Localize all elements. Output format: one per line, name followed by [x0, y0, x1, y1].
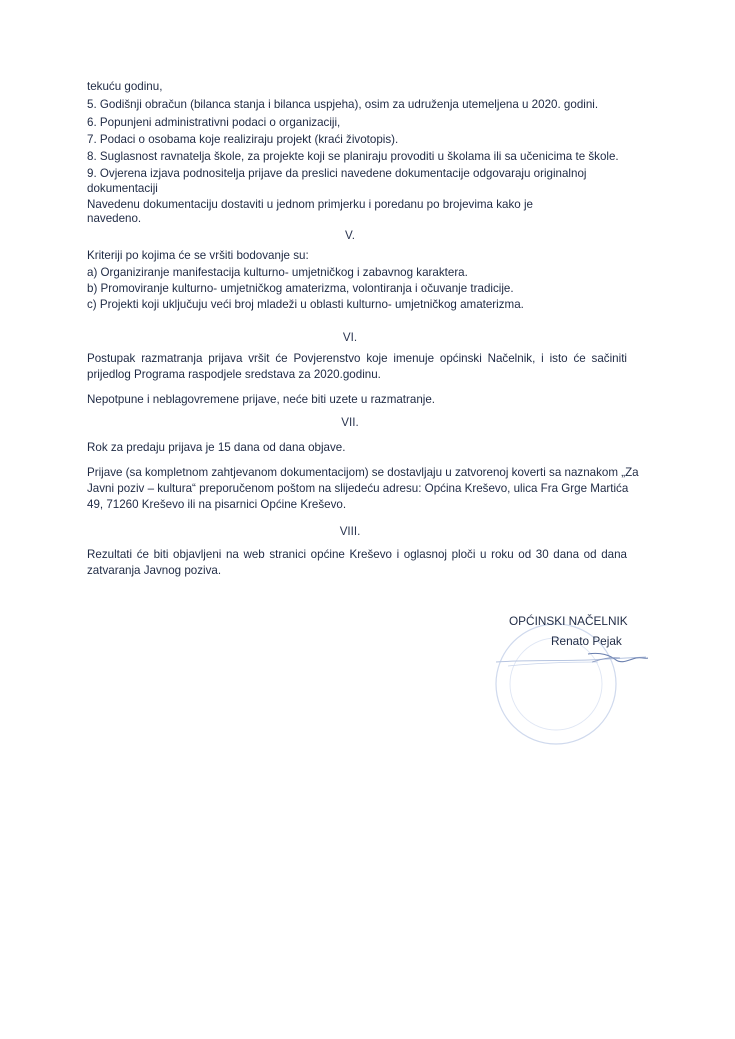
- section-heading-vi: VI.: [342, 331, 358, 344]
- criteria-intro: Kriteriji po kojima će se vršiti bodovanje su:: [87, 249, 309, 262]
- section-heading-vii: VII.: [341, 416, 359, 429]
- list-item-8: 8. Suglasnost ravnatelja škole, za projekte koji se planiraju provoditi u školama ili sa učenicima te škole.: [87, 150, 619, 163]
- section-vi-para1-line2: prijedlog Programa raspodjele sredstava za 2020.godinu.: [87, 368, 381, 381]
- section-viii-para-line1: Rezultati će biti objavljeni na web stranici općine Kreševo i oglasnoj ploči u roku od 30 dana od dana: [87, 548, 627, 561]
- section-vii-para2-line1: Prijave (sa kompletnom zahtjevanom dokumentacijom) se dostavljaju u zatvorenoj koverti sa naznakom „Za: [87, 466, 639, 479]
- signature-name: Renato Pejak: [551, 634, 622, 648]
- section-heading-v: V.: [345, 229, 355, 242]
- section-vi-para1-line1: Postupak razmatranja prijava vršit će Povjerenstvo koje imenuje općinski Načelnik, i isto će sačiniti: [87, 352, 627, 365]
- section-vi-para2: Nepotpune i neblagovremene prijave, neće biti uzete u razmatranje.: [87, 393, 436, 406]
- delivery-note-line1: Navedenu dokumentaciju dostaviti u jednom primjerku i poredanu po brojevima kako je: [87, 198, 533, 211]
- section-vii-para2-line3: 49, 71260 Kreševo ili na pisarnici Općine Kreševo.: [87, 498, 347, 511]
- criteria-item-a: a) Organiziranje manifestacija kulturno- umjetničkog i zabavnog karaktera.: [87, 266, 468, 279]
- list-item-9-cont: dokumentaciji: [87, 182, 158, 195]
- section-vii-para1: Rok za predaju prijava je 15 dana od dana objave.: [87, 441, 346, 454]
- list-line-tekucu: tekuću godinu,: [87, 80, 163, 93]
- section-vii-para2-line2: Javni poziv – kultura“ preporučenom poštom na slijedeću adresu: Općina Kreševo, ulica Fra Grge Martića: [87, 482, 629, 495]
- section-heading-viii: VIII.: [339, 525, 361, 538]
- section-viii-para-line2: zatvaranja Javnog poziva.: [87, 564, 222, 577]
- list-item-7: 7. Podaci o osobama koje realiziraju projekt (kraći životopis).: [87, 133, 399, 146]
- delivery-note-line2: navedeno.: [87, 212, 142, 225]
- criteria-item-b: b) Promoviranje kulturno- umjetničkog amaterizma, volontiranja i očuvanje tradicije.: [87, 282, 514, 295]
- list-item-9: 9. Ovjerena izjava podnositelja prijave da preslici navedene dokumentacije odgovaraju originalnoj: [87, 167, 587, 180]
- criteria-item-c: c) Projekti koji uključuju veći broj mladeži u oblasti kulturno- umjetničkog amaterizma.: [87, 298, 524, 311]
- list-item-5: 5. Godišnji obračun (bilanca stanja i bilanca uspjeha), osim za udruženja utemeljena u 2020. godini.: [87, 98, 599, 111]
- signature-title: OPĆINSKI NAČELNIK: [509, 614, 628, 628]
- list-item-6: 6. Popunjeni administrativni podaci o organizaciji,: [87, 116, 341, 129]
